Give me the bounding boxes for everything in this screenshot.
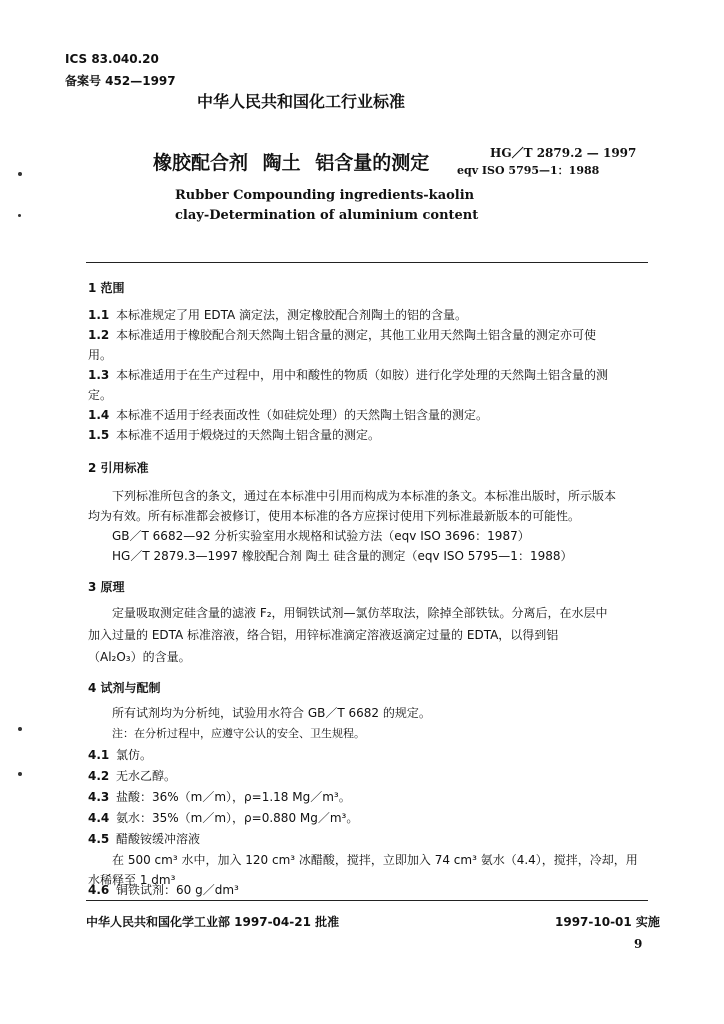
clause-text: 醋酸铵缓冲溶液 xyxy=(116,832,201,846)
approval-note: 中华人民共和国化学工业部 1997-04-21 批准 xyxy=(86,915,340,929)
clause-text: 本标准适用于橡胶配合剂天然陶土铝含量的测定，其他工业用天然陶土铝含量的测定亦可使 xyxy=(116,328,597,342)
clause xyxy=(88,746,152,763)
clause-text: 无水乙醇。 xyxy=(116,769,177,783)
clause-text: 本标准适用于在生产过程中，用中和酸性的物质（如胺）进行化学处理的天然陶土铝含量的测 xyxy=(116,368,609,382)
standard-organization: 中华人民共和国化工行业标准 xyxy=(197,92,406,111)
document-title-en-line1: Rubber Compounding ingredients-kaolin xyxy=(175,188,475,203)
equivalent-standard: eqv ISO 5795—1：1988 xyxy=(457,164,600,177)
clause-number: 4.6 xyxy=(88,883,110,897)
margin-speck xyxy=(18,172,22,176)
standard-number: HG／T 2879.2 — 1997 xyxy=(490,146,637,160)
header-divider xyxy=(86,262,648,263)
clause-text: 氨水：35%（m／m），ρ=0.880 Mg／m³。 xyxy=(116,811,359,825)
section-heading: 2 引用标准 xyxy=(88,461,149,475)
section-heading: 4 试剂与配制 xyxy=(88,681,161,695)
paragraph-line: 定量吸取测定硅含量的滤液 F₂，用铜铁试剂—氯仿萃取法，除掉全部铁钛。分离后，在水层中 xyxy=(112,606,608,620)
margin-speck xyxy=(18,214,21,217)
clause xyxy=(88,830,200,847)
document-title-en-line2: clay-Determination of aluminium content xyxy=(175,208,479,223)
normative-reference: GB／T 6682—92 分析实验室用水规格和试验方法（eqv ISO 3696：1987） xyxy=(112,529,530,543)
margin-speck xyxy=(18,727,22,731)
clause-number: 4.4 xyxy=(88,811,110,825)
document-title-zh: 橡胶配合剂 陶土 铝含量的测定 xyxy=(153,152,430,174)
clause-continuation: 用。 xyxy=(88,348,113,362)
clause-number: 1.3 xyxy=(88,368,110,382)
clause-number: 1.5 xyxy=(88,428,110,442)
margin-speck xyxy=(18,772,22,776)
paragraph-line: 所有试剂均为分析纯，试验用水符合 GB／T 6682 的规定。 xyxy=(112,706,431,720)
clause xyxy=(88,366,608,383)
clause-number: 4.5 xyxy=(88,832,110,846)
clause-text: 本标准规定了用 EDTA 滴定法，测定橡胶配合剂陶土的铝的含量。 xyxy=(116,308,468,322)
clause xyxy=(88,788,351,805)
clause-text: 盐酸：36%（m／m），ρ=1.18 Mg／m³。 xyxy=(116,790,351,804)
clause-text: 铜铁试剂：60 g／dm³ xyxy=(116,883,239,897)
clause xyxy=(88,306,467,323)
clause-number: 1.4 xyxy=(88,408,110,422)
clause xyxy=(88,881,239,898)
clause xyxy=(88,326,596,343)
paragraph-line: 在 500 cm³ 水中，加入 120 cm³ 冰醋酸，搅拌，立即加入 74 cm³ 氨水（4.4），搅拌，冷却，用 xyxy=(112,853,638,867)
paragraph-line: 水稀释至 1 dm³ xyxy=(88,873,176,887)
clause-text: 氯仿。 xyxy=(116,748,153,762)
clause-number: 4.1 xyxy=(88,748,110,762)
clause-number: 1.2 xyxy=(88,328,110,342)
paragraph-line: （Al₂O₃）的含量。 xyxy=(88,650,191,664)
clause-continuation: 定。 xyxy=(88,388,113,402)
clause xyxy=(88,426,380,443)
note: 注：在分析过程中，应遵守公认的安全、卫生规程。 xyxy=(112,727,365,740)
footer-divider xyxy=(86,900,648,901)
implementation-date: 1997-10-01 实施 xyxy=(555,915,660,929)
clause xyxy=(88,767,176,784)
section-heading: 3 原理 xyxy=(88,580,125,594)
ics-code: ICS 83.040.20 xyxy=(65,52,159,66)
page-number: 9 xyxy=(634,937,643,951)
paragraph-line: 均为有效。所有标准都会被修订，使用本标准的各方应探讨使用下列标准最新版本的可能性。 xyxy=(88,509,581,523)
clause-text: 本标准不适用于煅烧过的天然陶土铝含量的测定。 xyxy=(116,428,381,442)
clause-number: 1.1 xyxy=(88,308,110,322)
clause-text: 本标准不适用于经表面改性（如硅烷处理）的天然陶土铝含量的测定。 xyxy=(116,408,489,422)
clause xyxy=(88,809,358,826)
normative-reference: HG／T 2879.3—1997 橡胶配合剂 陶土 硅含量的测定（eqv ISO 5795—1：1988） xyxy=(112,549,573,563)
clause-number: 4.2 xyxy=(88,769,110,783)
clause-number: 4.3 xyxy=(88,790,110,804)
section-heading: 1 范围 xyxy=(88,281,125,295)
clause xyxy=(88,406,488,423)
paragraph-line: 下列标准所包含的条文，通过在本标准中引用而构成为本标准的条文。本标准出版时，所示版本 xyxy=(112,489,617,503)
filing-number: 备案号 452—1997 xyxy=(65,74,176,88)
paragraph-line: 加入过量的 EDTA 标准溶液，络合铝，用锌标准滴定溶液返滴定过量的 EDTA，以得到铝 xyxy=(88,628,559,642)
